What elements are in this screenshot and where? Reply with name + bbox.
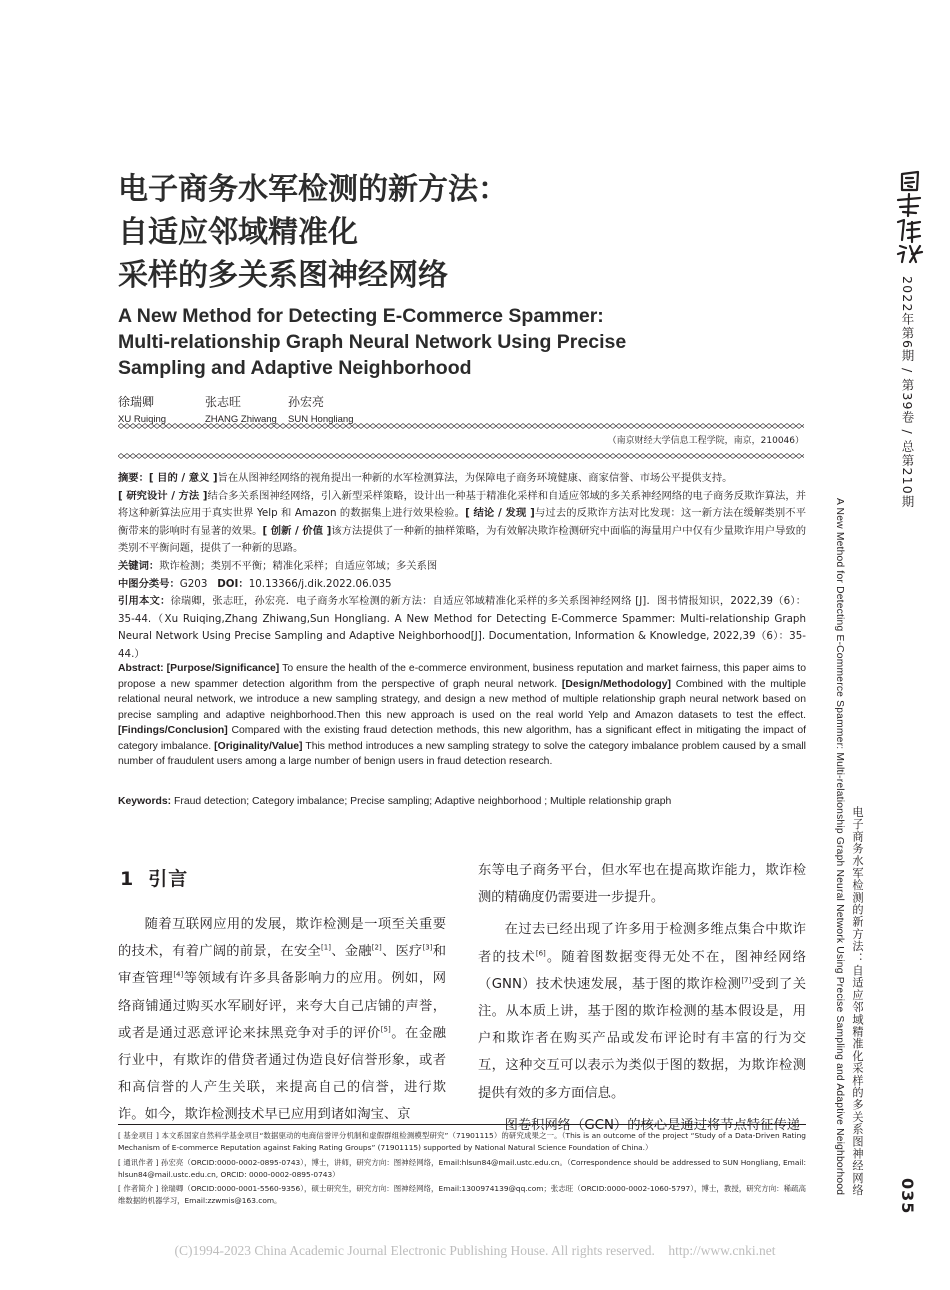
copyright-watermark: (C)1994-2023 China Academic Journal Electronic Publishing House. All rights reserved. http://www.cnki.net [174, 1243, 776, 1258]
design-text: 结合多关系图神经网络，引入新型采样策略，设计出一种基于精准化采样和自适应邻域的多关系神经网络的电子商务反欺诈算法，并将这种新算法应用于真实世界 Yelp 和 Amazon 的数据集上进行效果检验。 [118, 489, 806, 520]
author-name-en: SUN Hongliang [288, 414, 354, 425]
abstract-en-label: Abstract: [118, 663, 164, 674]
reference-mark[interactable]: [6] [535, 949, 546, 958]
footnote-divider [118, 1124, 806, 1125]
text-run: 、金融 [330, 944, 372, 960]
reference-mark[interactable]: [1] [321, 943, 331, 952]
reference-mark[interactable]: [3] [422, 943, 433, 952]
abstract-cn [118, 470, 806, 664]
design-label: [ 研究设计 / 方法 ] [118, 489, 208, 502]
author-name-en: XU Ruiqing [118, 414, 167, 425]
footnotes [118, 1130, 806, 1210]
purpose-en-text: To ensure the health of the e-commerce environment, business reputation and market fairness, this paper aims to propose a new spammer detection algorithm from the perspective of graph neural network. [118, 663, 807, 690]
purpose-en-label: [Purpose/Significance] [166, 663, 280, 674]
text-run: 等领域有许多具备影响力的应用。例如，网络商铺通过购买水军刷好评，来夸大自己店铺的声誉，或者是通过恶意评论来抹黑竞争对手的评价 [118, 971, 447, 1041]
author-name-cn: 张志旺 [205, 395, 242, 409]
findings-en-label: [Findings/Conclusion] [118, 725, 228, 736]
design-en-label: [Design/Methodology] [561, 678, 671, 690]
reference-mark[interactable]: [4] [173, 970, 184, 979]
section-number: 1 [120, 868, 135, 890]
keywords-en-text: Fraud detection; Category imbalance; Precise sampling; Adaptive neighborhood ; Multiple relationship graph [174, 796, 672, 807]
wavy-divider-top [118, 423, 804, 429]
issue-info: 2022年第6期 / 第39卷 / 总第210期 [900, 276, 915, 509]
purpose-label: [ 目的 / 意义 ] [148, 472, 218, 484]
findings-text: 与过去的反欺诈方法对比发现：这一新方法在缓解类别不平衡带来的影响时有显著的效果。 [118, 507, 806, 537]
text-run: 、医疗 [381, 944, 423, 960]
body-paragraph [478, 916, 806, 1106]
footnote-correspondence: [ 通讯作者 ] 孙宏亮（ORCID:0000-0002-0895-0743），博士，讲师，研究方向：图神经网络，Email:hlsun84@mail.ustc.edu.cn。（Correspondence should be addressed to SUN Hongliang, Email: hlsun84@mail.ustc.edu.cn, ORCID: 0000-0002-0895-0743） [118, 1157, 806, 1179]
reference-mark[interactable]: [2] [371, 943, 382, 952]
text-run: 和审查管理 [118, 944, 447, 987]
keywords-cn-text: 欺诈检测；类别不平衡；精准化采样；自适应邻域；多关系图 [159, 559, 438, 572]
title-en [118, 303, 678, 381]
design-en-text: Combined with the multiple relational neural network, we introduce a new sampling strategy, and design a new method of multiple relationship graph neural network based on precise sampling and adaptive neighborhood.Then this new approach is used on the real world Yelp and Amazon datasets to test the effect. [118, 678, 807, 721]
citation-label: 引用本文： [118, 595, 171, 608]
reference-mark[interactable]: [7] [741, 976, 752, 985]
title-cn-line-2: 自适应邻域精准化 [118, 215, 358, 250]
purpose-text: 旨在从图神经网络的视角提出一种新的水军检测算法，为保障电子商务环境健康、商家信誉、市场公平提供支持。 [217, 472, 733, 484]
footnote-funding: [ 基金项目 ] 本文系国家自然科学基金项目“数据驱动的电商信誉评分机制和虚假群组检测模型研究”（71901115）的研究成果之一。（This is an outcome of the project “Study of a Data-Driven Rating Mechanism of E-commerce Reputation against Faking Rating Groups” (71901115) supported by National Natural Science Foundation of China.） [118, 1131, 806, 1153]
body-paragraph [118, 911, 446, 1129]
author-name-cn: 孙宏亮 [288, 395, 325, 409]
journal-logo [890, 166, 930, 266]
findings-label: [ 结论 / 发现 ] [465, 507, 535, 520]
keywords-en-label: Keywords: [118, 796, 172, 807]
text-run: 随着互联网应用的发展，欺诈检测是一项至关重要的技术，有着广阔的前景，在安全 [118, 917, 446, 960]
doi-label: DOI： [217, 577, 249, 590]
wavy-divider-bottom [118, 453, 804, 459]
abstract-label: 摘要： [118, 472, 149, 484]
doi-value: 10.13366/j.dik.2022.06.035 [248, 577, 392, 590]
title-en-line-3: Sampling and Adaptive Neighborhood [118, 357, 472, 379]
running-title-cn: 电子商务水军检测的新方法：自适应邻域精准化采样的多关系图神经网络 [851, 806, 864, 1197]
abstract-en [118, 661, 806, 770]
title-cn-line-1: 电子商务水军检测的新方法： [118, 172, 508, 207]
value-en-text: This method introduces a new sampling strategy to solve the category imbalance problem caused by a small number of fraudulent users among a large number of benign users in fraud detection research. [118, 740, 806, 767]
body-paragraph: 图卷积网络（GCN）的核心是通过将节点特征传递 [504, 1117, 801, 1133]
author-name-cn: 徐瑞卿 [118, 395, 155, 409]
section-title: 引言 [148, 868, 189, 890]
text-run: 在过去已经出现了许多用于检测多维点集合中欺诈者的技术 [478, 922, 806, 965]
reference-mark[interactable]: [5] [380, 1025, 391, 1034]
citation-text: 徐瑞卿，张志旺，孙宏亮．电子商务水军检测的新方法：自适应邻域精准化采样的多关系图神经网络 [J]．图书情报知识，2022,39（6）：35-44.（Xu Ruiqing,Zhang Zhiwang,Sun Hongliang. A New Method for Detecting E-Commerce Spammer: Multi-relationship Graph Neural Network Using Precise Sampling and Adaptive Neighborhood[J]. Documentation, Information & Knowledge, 2022,39（6）：35-44.） [118, 595, 807, 660]
value-en-label: [Originality/Value] [214, 740, 303, 752]
running-title-en: A New Method for Detecting E-Commerce Spammer: Multi-relationship Graph Neural Network Using Precise Sampling and Adaptive Neighborhood [834, 498, 845, 1196]
title-en-line-2: Multi-relationship Graph Neural Network Using Precise [118, 331, 627, 353]
author-name-en: ZHANG Zhiwang [205, 414, 277, 425]
value-label: [ 创新 / 价值 ] [262, 524, 332, 537]
text-run: 。在金融行业中，有欺诈的借贷者通过伪造良好信誉形象，或者和高信誉的人产生关联，来提高自己的信誉，进行欺诈。如今，欺诈检测技术早已应用到诸如淘宝、京 [118, 1025, 447, 1123]
section-heading [120, 864, 188, 891]
title-cn-line-3: 采样的多关系图神经网络 [118, 258, 448, 293]
body-right-column [478, 857, 806, 1139]
page-number: 035 [898, 1178, 917, 1215]
text-run: 。随着图数据变得无处不在，图神经网络（GNN）技术快速发展，基于图的欺诈检测 [478, 949, 807, 992]
text-run: 受到了关注。从本质上讲，基于图的欺诈检测的基本假设是，用户和欺诈者在购买产品或发布评论时有丰富的行为交互，这种交互可以表示为类似于图的数据，为欺诈检测提供有效的多方面信息。 [478, 976, 807, 1101]
footnote-authors: [ 作者简介 ] 徐瑞卿（ORCID:0000-0001-5560-9356），硕士研究生，研究方向：图神经网络，Email:1300974139@qq.com；张志旺（ORCID:0000-0002-1060-5797），博士，教授，研究方向：稀疏高维数据的机器学习，Email:zzwmis@163.com。 [118, 1184, 806, 1206]
title-cn [118, 168, 638, 297]
affiliation: （南京财经大学信息工程学院，南京，210046） [607, 436, 804, 446]
body-paragraph: 东等电子商务平台，但水军也在提高欺诈能力，欺诈检测的精确度仍需要进一步提升。 [478, 863, 806, 906]
keywords-en [118, 794, 806, 810]
title-en-line-1: A New Method for Detecting E-Commerce Spammer: [118, 305, 604, 327]
body-left-column [118, 911, 446, 1129]
keywords-cn-label: 关键词： [118, 559, 160, 572]
class-number-label: 中图分类号： [118, 577, 180, 590]
class-number: G203 [179, 577, 208, 590]
value-text: 该方法提供了一种新的抽样策略，为有效解决欺诈检测研究中面临的海量用户中仅有少量欺诈用户导致的类别不平衡问题，提供了一种新的思路。 [118, 524, 807, 555]
findings-en-text: Compared with the existing fraud detection methods, this new algorithm, has a significant effect in mitigating the impact of category imbalance. [118, 725, 807, 752]
